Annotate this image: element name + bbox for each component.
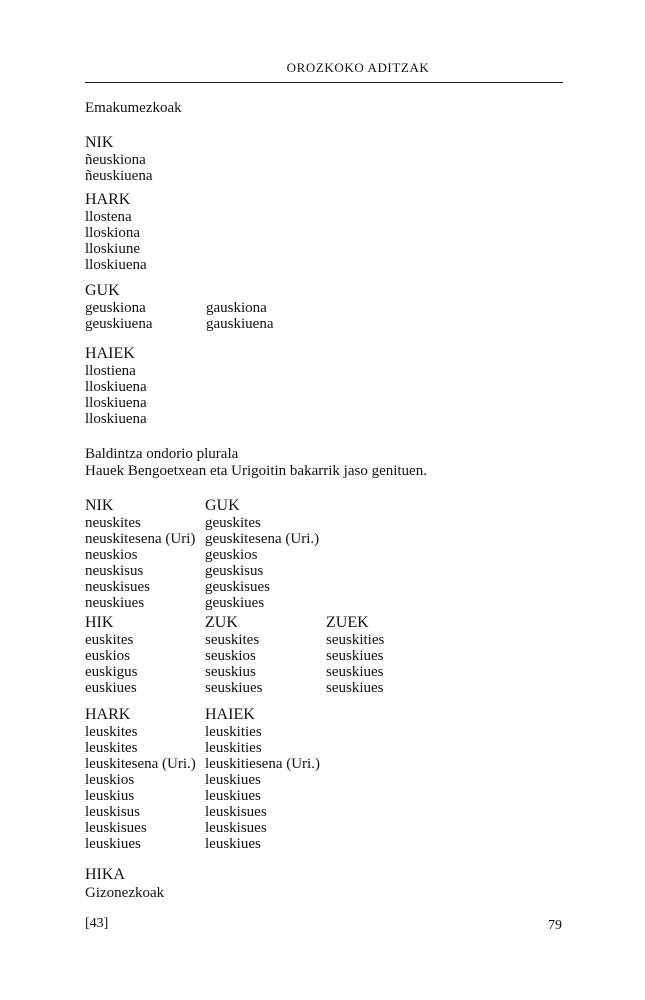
form-entry: leuskisues [205,804,267,820]
forms-haiek [85,363,147,427]
form-entry: leuskisues [205,820,267,836]
form-entry: leuskiues [205,772,261,788]
form-entry: seuskios [205,648,256,664]
forms-nik [85,152,152,184]
form-entry: leuskites [85,740,138,756]
form-entry: ñeuskiuena [85,168,153,184]
form-entry: leuskities [205,724,262,740]
form-entry: geuskiuena [85,316,153,332]
form-entry: seuskites [205,632,260,648]
form-entry: euskios [85,648,130,664]
heading-hik: HIK [85,614,114,631]
form-entry: euskites [85,632,134,648]
form-entry: euskigus [85,664,138,680]
heading-haiek: HAIEK [85,345,135,362]
form-entry: neuskios [85,547,138,563]
form-entry: leuskiues [205,836,261,852]
form-entry: seuskius [205,664,256,680]
forms-haiek-2 [205,724,320,852]
form-entry: neuskites [85,515,141,531]
form-entry: geuskiues [205,595,265,611]
form-entry: lloskiona [85,225,140,241]
heading-nik-2: NIK [85,497,114,514]
form-entry: lloskiuena [85,257,147,273]
forms-zuek [326,632,384,696]
heading-haiek-2: HAIEK [205,706,255,723]
form-entry: leuskisus [85,804,141,820]
forms-nik-2 [85,515,195,611]
form-entry: neuskitesena (Uri) [85,531,196,547]
forms-guk-a [85,300,152,332]
heading-zuk: ZUK [205,614,238,631]
form-entry: gauskiuena [206,316,274,332]
form-entry: leuskites [85,724,138,740]
form-entry: gauskiona [206,300,267,316]
form-entry: seuskiues [326,680,384,696]
forms-hik [85,632,138,696]
form-entry: leuskities [205,740,262,756]
form-entry: geuskites [205,515,261,531]
form-entry: leuskius [85,788,135,804]
form-entry: neuskisues [85,579,150,595]
form-entry: llostiena [85,363,136,379]
form-entry: leuskios [85,772,135,788]
form-entry: seuskiues [326,648,384,664]
form-entry: lloskiuena [85,379,147,395]
form-entry: leuskiues [85,836,141,852]
form-entry: lloskiuena [85,395,147,411]
forms-guk-b [206,300,273,332]
form-entry: neuskiues [85,595,145,611]
form-entry: geuskisus [205,563,264,579]
section-title-baldintza: Baldintza ondorio plurala [85,446,239,462]
running-head [85,60,563,83]
form-entry: ñeuskiona [85,152,146,168]
forms-hark-2 [85,724,196,852]
form-entry: seuskiues [205,680,263,696]
heading-hark: HARK [85,191,131,208]
heading-hika: HIKA [85,866,125,883]
form-entry: neuskisus [85,563,144,579]
heading-hark-2: HARK [85,706,131,723]
section-title-gizonezkoak: Gizonezkoak [85,885,165,901]
forms-zuk [205,632,263,696]
forms-hark [85,209,147,273]
form-entry: lloskiune [85,241,140,257]
footer-bracket-number: [43] [85,916,109,931]
form-entry: leuskisues [85,820,147,836]
form-entry: seuskiues [326,664,384,680]
form-entry: geuskitesena (Uri.) [205,531,320,547]
section-note: Hauek Bengoetxean eta Urigoitin bakarrik jaso genituen. [85,463,427,479]
section-title-emakumezkoak: Emakumezkoak [85,100,182,116]
form-entry: leuskiues [205,788,261,804]
heading-nik: NIK [85,134,114,151]
form-entry: lloskiuena [85,411,147,427]
form-entry: euskiues [85,680,137,696]
page-number: 79 [548,918,562,933]
form-entry: geuskios [205,547,258,563]
form-entry: leuskitesena (Uri.) [85,756,196,772]
form-entry: leuskitiesena (Uri.) [205,756,320,772]
form-entry: llostena [85,209,132,225]
form-entry: geuskisues [205,579,270,595]
forms-guk-2 [205,515,319,611]
heading-zuek: ZUEK [326,614,369,631]
heading-guk: GUK [85,282,120,299]
form-entry: geuskiona [85,300,146,316]
heading-guk-2: GUK [205,497,240,514]
running-head-text: OROZKOKO ADITZAK [286,60,430,75]
form-entry: seuskities [326,632,385,648]
